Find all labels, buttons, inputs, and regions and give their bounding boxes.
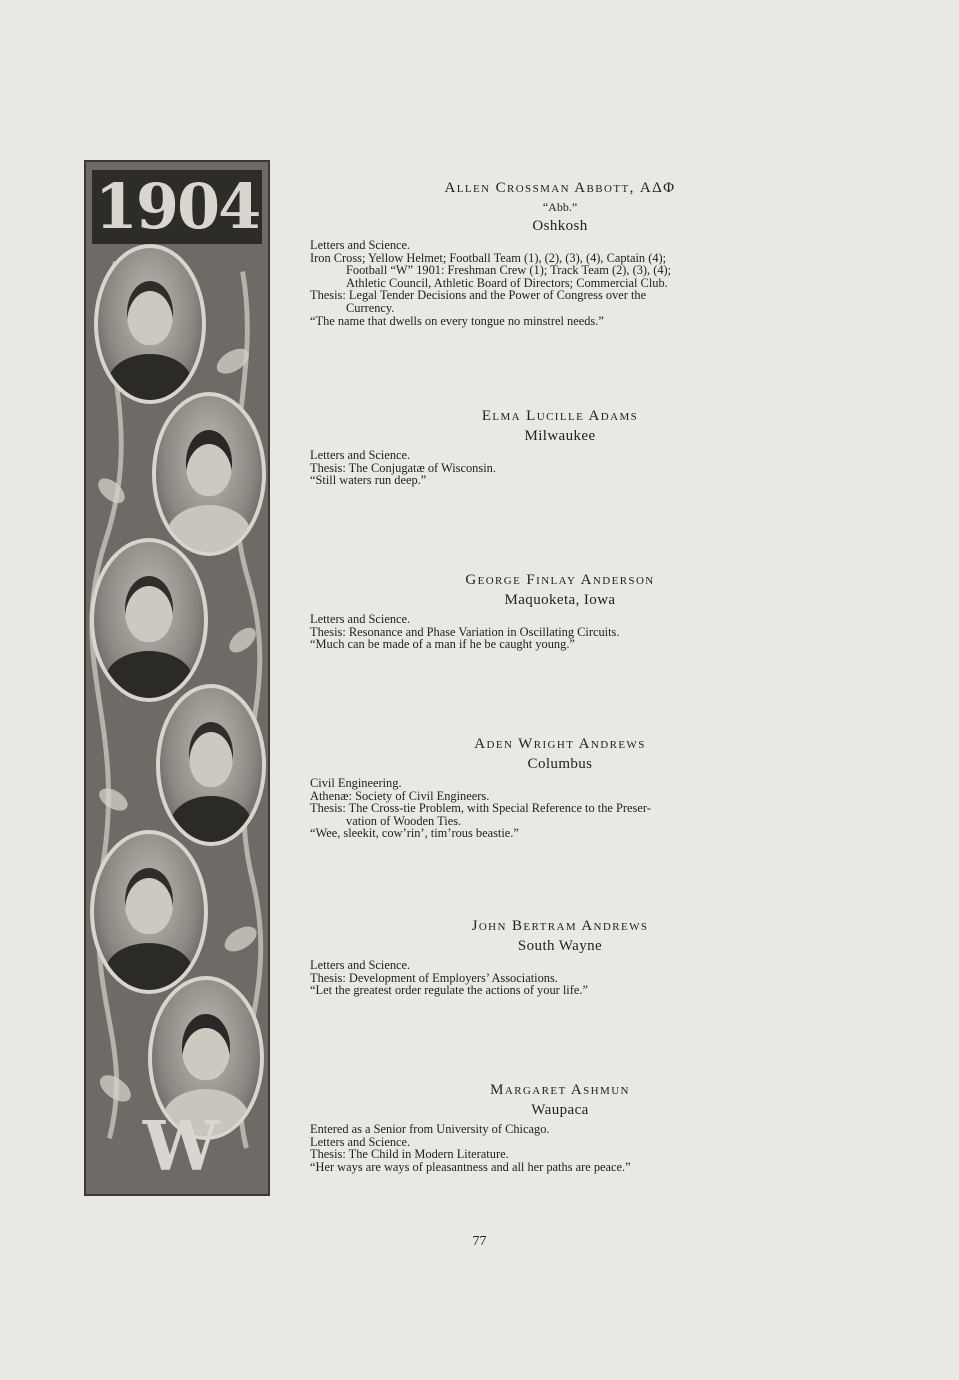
- entry-name: Allen Crossman Abbott, ΑΔΦ: [444, 180, 676, 196]
- portrait-head: [125, 868, 173, 934]
- entry-line: Iron Cross; Yellow Helmet; Football Team (1), (2), (3), (4), Captain (4);: [310, 250, 667, 265]
- entry-line: “Still waters run deep.”: [310, 473, 427, 488]
- entry-john-andrews: [310, 918, 810, 997]
- entry-line: “Her ways are ways of pleasantness and all her paths are peace.”: [310, 1159, 631, 1174]
- portrait-body: [105, 651, 193, 702]
- portrait-head: [127, 281, 173, 345]
- page-number: 77: [472, 1234, 487, 1249]
- portrait-aden-andrews: [156, 684, 266, 846]
- entry-line: Letters and Science.: [310, 958, 411, 972]
- entry-line: vation of Wooden Ties.: [346, 813, 462, 828]
- entry-line: Civil Engineering.: [310, 776, 402, 790]
- entry-line: Letters and Science.: [310, 1134, 411, 1149]
- entry-town: South Wayne: [517, 938, 603, 954]
- entry-line: Athenæ: Society of Civil Engineers.: [310, 788, 490, 803]
- portrait-john-andrews: [90, 830, 208, 994]
- portrait-body: [170, 796, 252, 846]
- entry-name: Aden Wright Andrews: [474, 736, 646, 752]
- entry-town: Columbus: [527, 756, 593, 772]
- entry-line: Athletic Council, Athletic Board of Directors; Commercial Club.: [346, 275, 668, 290]
- w-monogram: W: [142, 1107, 220, 1187]
- portrait-head: [186, 430, 233, 496]
- entry-elma-adams: [310, 408, 810, 487]
- entry-town: Oshkosh: [532, 218, 588, 234]
- portrait-body: [108, 354, 191, 404]
- entry-line: Thesis: Development of Employers’ Associations.: [310, 970, 558, 985]
- entry-allen-abbott: [310, 180, 810, 327]
- portrait-allen-abbott: [94, 244, 206, 404]
- entry-aden-andrews: [310, 736, 810, 840]
- entry-line: Letters and Science.: [310, 612, 411, 626]
- entry-line: Thesis: The Cross-tie Problem, with Special Reference to the Preser-: [310, 801, 651, 816]
- entry-town: Maquoketa, Iowa: [504, 592, 616, 608]
- entry-line: Thesis: Legal Tender Decisions and the Power of Congress over the: [310, 288, 647, 303]
- entry-line: “The name that dwells on every tongue no minstrel needs.”: [310, 313, 604, 328]
- entry-line: Thesis: The Conjugatæ of Wisconsin.: [310, 460, 496, 475]
- portrait-george-anderson: [90, 538, 208, 702]
- portrait-body: [167, 505, 252, 556]
- portrait-ornament-strip: [84, 160, 270, 1196]
- entry-line: Thesis: Resonance and Phase Variation in Oscillating Circuits.: [310, 624, 620, 639]
- entry-name: George Finlay Anderson: [465, 572, 655, 588]
- entry-town: Waupaca: [531, 1102, 589, 1118]
- entry-line: Thesis: The Child in Modern Literature.: [310, 1147, 509, 1162]
- entry-line: “Much can be made of a man if he be caught young.”: [310, 637, 575, 652]
- entry-name: Elma Lucille Adams: [481, 408, 639, 424]
- portrait-head: [125, 576, 173, 642]
- entry-line: Letters and Science.: [310, 448, 411, 462]
- year-banner: 1904: [92, 170, 262, 244]
- entry-line: Letters and Science.: [310, 238, 411, 252]
- entry-name: Margaret Ashmun: [490, 1082, 630, 1098]
- entry-nickname: “Abb.”: [542, 200, 578, 214]
- entry-line: “Let the greatest order regulate the actions of your life.”: [310, 983, 588, 998]
- entry-name: John Bertram Andrews: [471, 918, 649, 934]
- entry-line: Entered as a Senior from University of Chicago.: [310, 1122, 550, 1136]
- entry-line: Currency.: [346, 300, 395, 315]
- portrait-head: [189, 722, 234, 787]
- portrait-head: [182, 1014, 230, 1080]
- entry-george-anderson: [310, 572, 810, 651]
- entry-margaret-ashmun: [310, 1082, 810, 1173]
- portrait-elma-adams: [152, 392, 266, 556]
- entry-line: “Wee, sleekit, cow’rin’, tim’rous beastie.”: [310, 826, 519, 841]
- entry-town: Milwaukee: [524, 428, 596, 444]
- entry-line: Football “W” 1901: Freshman Crew (1); Track Team (2), (3), (4);: [346, 263, 672, 278]
